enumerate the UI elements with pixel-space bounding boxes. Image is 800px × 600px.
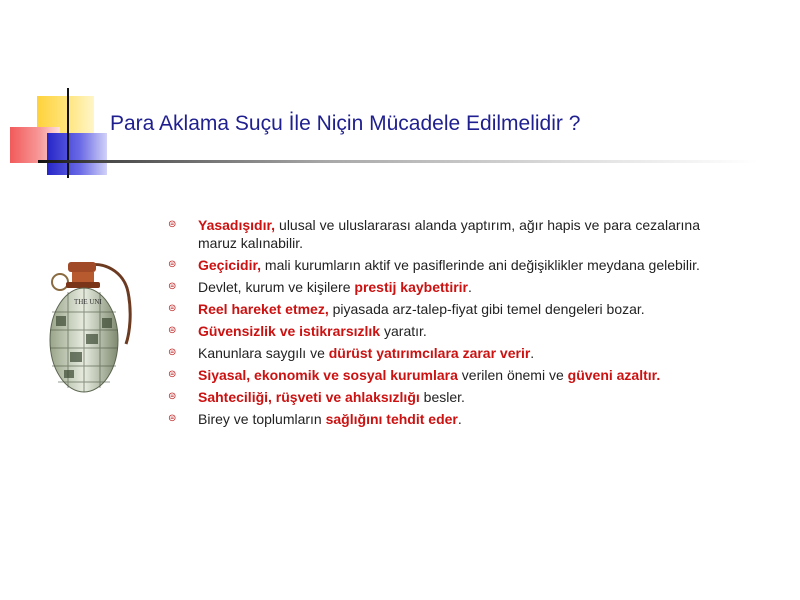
bullet-icon: ⊜ [168,413,177,424]
decor-vertical-line [67,88,69,178]
highlight-text: Güvensizlik ve istikrarsızlık [198,323,381,339]
grenade-bill-text: THE UNI [74,298,102,306]
highlight-text: prestij kaybettirir [354,279,468,295]
highlight-text: Yasadışıdır, [198,217,276,233]
highlight-text: Reel hareket etmez, [198,301,329,317]
highlight-text: Sahteciliği, rüşveti ve ahlaksızlığı [198,389,420,405]
body-text: . [468,279,472,295]
money-grenade-icon [44,252,138,402]
title-underline [38,160,758,163]
slide-title: Para Aklama Suçu İle Niçin Mücadele Edilmelidir ? [110,112,581,135]
bullet-icon: ⊜ [168,281,177,292]
list-item [168,256,700,274]
highlight-text: Siyasal, ekonomik ve sosyal kurumlara [198,367,458,383]
decor-blue-square [47,133,107,175]
reasons-list [168,216,700,432]
list-item [168,216,700,252]
bullet-icon: ⊜ [168,391,177,402]
bullet-icon: ⊜ [168,325,177,336]
body-text: Kanunlara saygılı ve [198,345,329,361]
highlight-text: Geçicidir, [198,257,262,273]
list-item [168,366,700,384]
body-text: Birey ve toplumların [198,411,326,427]
body-text: yaratır. [380,323,427,339]
highlight-text: sağlığını tehdit eder [325,411,458,427]
body-text: . [457,411,462,427]
list-item [168,344,700,362]
bullet-icon: ⊜ [168,259,177,270]
body-text: Devlet, kurum ve kişilere [198,279,355,295]
list-item [168,388,700,406]
highlight-text: dürüst yatırımcılara zarar verir [328,345,531,361]
bullet-icon: ⊜ [168,219,177,230]
body-text: mali kurumların aktif ve pasiflerinde ani değişiklikler meydana gelebilir. [261,257,700,273]
highlight-text: güveni azaltır. [567,367,661,383]
body-text: . [530,345,535,361]
body-text: piyasada arz-talep-fiyat gibi temel dengeleri bozar. [328,301,645,317]
bullet-icon: ⊜ [168,369,177,380]
list-item [168,278,700,296]
bullet-icon: ⊜ [168,347,177,358]
list-item [168,322,700,340]
list-item [168,410,700,428]
body-text: besler. [419,389,465,405]
list-item [168,300,700,318]
bullet-icon: ⊜ [168,303,177,314]
body-text: verilen önemi ve [457,367,568,383]
body-text: ulusal ve uluslararası alanda yaptırım, ağır hapis ve para cezalarına maruz kalınabilir. [198,217,700,251]
